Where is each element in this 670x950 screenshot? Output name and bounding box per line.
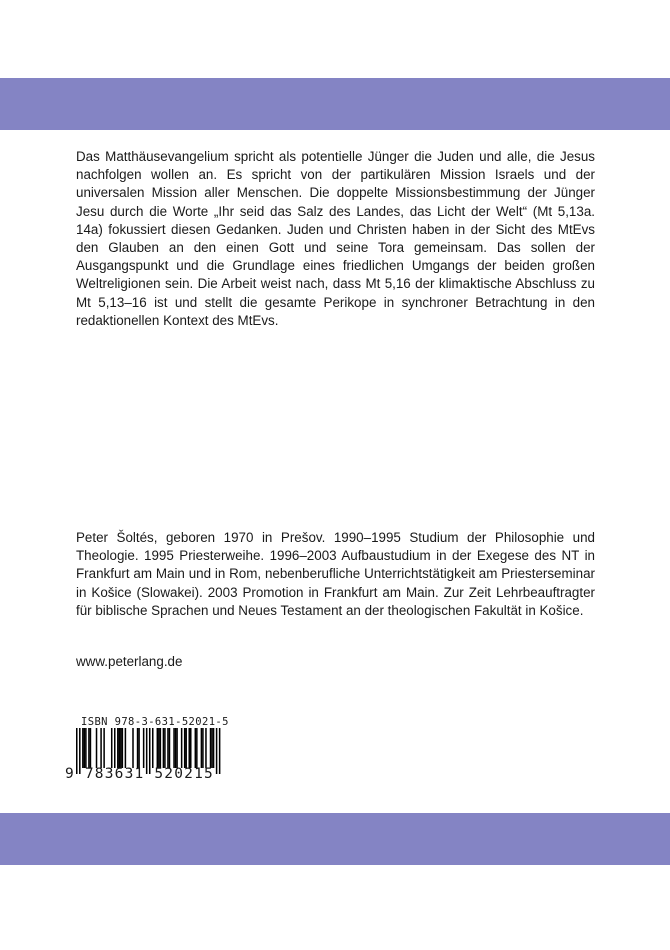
barcode-bar: [88, 728, 90, 768]
barcode-bar: [188, 728, 190, 768]
barcode-bar: [111, 728, 113, 768]
barcode-bar: [201, 728, 203, 768]
barcode-bar: [195, 728, 197, 768]
barcode-bar: [132, 728, 134, 768]
barcode-bar: [163, 728, 165, 768]
bottom-color-band: [0, 813, 670, 865]
barcode-bar: [175, 728, 177, 768]
barcode-bar: [181, 728, 183, 768]
barcode-bar: [117, 728, 119, 768]
barcode-bar: [90, 728, 92, 768]
barcode-bar: [152, 728, 154, 768]
barcode-bar: [103, 728, 105, 768]
isbn-barcode: [65, 716, 229, 798]
barcode-bar: [85, 728, 87, 768]
barcode-bar: [185, 728, 187, 768]
barcode-bar: [164, 728, 166, 768]
barcode-bar: [157, 728, 159, 768]
barcode-bar: [137, 728, 139, 768]
barcode-bar: [158, 728, 160, 768]
barcode-bar: [96, 728, 98, 768]
barcode-bar: [190, 728, 192, 768]
barcode-bar: [196, 728, 198, 768]
barcode-bar: [160, 728, 162, 768]
book-abstract: [76, 148, 595, 330]
barcode-bar: [82, 728, 84, 768]
barcode-bar: [122, 728, 124, 768]
barcode-bar: [167, 728, 169, 768]
author-biography: [76, 529, 595, 620]
barcode-bar: [169, 728, 171, 768]
barcode-bar: [210, 728, 212, 768]
barcode-bar: [213, 728, 215, 768]
barcode-bar: [114, 728, 116, 768]
abstract-paragraph: Das Matthäusevangelium spricht als potentielle Jünger die Juden und alle, die Jesus nachfolgen wollen an. Es spricht von der partikulären Mission Israels und der universalen Mission aller Menschen. Die doppelte Missionsbestimmung der Jünger Jesu durch die Worte „Ihr seid das Salz des Landes, das Licht der Welt“ (Mt 5,13a. 14a) fokussiert diesen Gedanken. Juden und Christen haben in der Sicht des MtEvs den Glauben an den einen Gott und seine Tora gemeinsam. Das sollen der Ausgangspunkt und die Grundlage eines friedlichen Umgangs der beiden großen Weltreligionen sein. Die Arbeit weist nach, dass Mt 5,16 der klimaktische Abschluss zu Mt 5,13–16 ist und stellt die gesamte Perikope in synchroner Betrachtung in den redaktionellen Kontext des MtEvs.: [76, 149, 595, 328]
publisher-website[interactable]: www.peterlang.de: [76, 654, 183, 669]
barcode-bar: [176, 728, 178, 768]
barcode-bar: [211, 728, 213, 768]
barcode-bar: [184, 728, 186, 768]
barcode-bar: [138, 728, 140, 768]
isbn-label: ISBN 978-3-631-52021-5: [81, 716, 229, 728]
barcode-bar: [120, 728, 122, 768]
barcode-bar: [143, 728, 145, 768]
barcode-bar: [125, 728, 127, 768]
barcode-bar: [84, 728, 86, 768]
ean-digits: 9 783631 520215: [65, 766, 214, 782]
bio-paragraph: Peter Šoltés, geboren 1970 in Prešov. 1990–1995 Studium der Philosophie und Theologie. 1995 Priesterweihe. 1996–2003 Aufbaustudium in der Exegese des NT in Frankfurt am Main und in Rom, nebenberufliche Unterrichtstätigkeit am Priesterseminar in Košice (Slowakei). 2003 Promotion in Frankfurt am Main. Zur Zeit Lehrbeauftragter für biblische Sprachen und Neues Testament an der theologischen Fakultät in Košice.: [76, 530, 595, 618]
barcode-bar: [205, 728, 207, 768]
barcode-bar: [119, 728, 121, 768]
barcode-bar: [100, 728, 102, 768]
barcode-bar: [202, 728, 204, 768]
barcode-bar: [173, 728, 175, 768]
top-color-band: [0, 78, 670, 130]
